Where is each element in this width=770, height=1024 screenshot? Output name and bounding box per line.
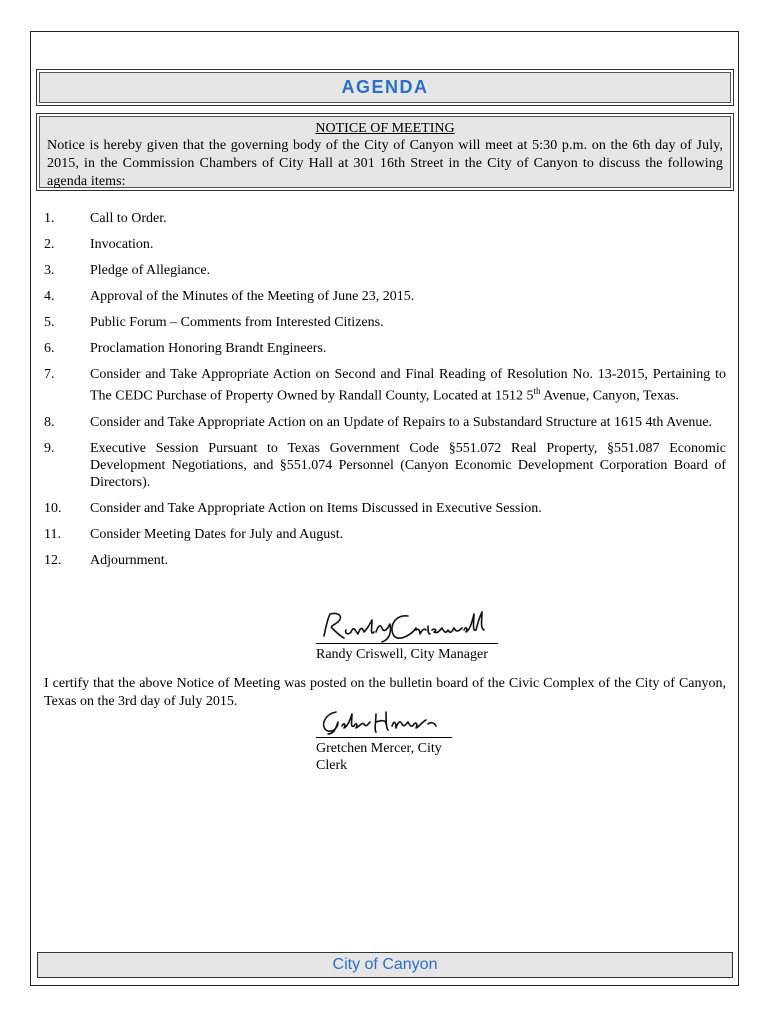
manager-signature-image <box>316 606 498 644</box>
footer-box <box>37 952 733 978</box>
agenda-item-text: Consider and Take Appropriate Action on Items Discussed in Executive Session. <box>90 500 542 516</box>
agenda-item-number: 3. <box>44 263 55 278</box>
agenda-item-text: Public Forum – Comments from Interested Citizens. <box>90 315 384 330</box>
agenda-item-text: Consider Meeting Dates for July and August. <box>90 526 344 542</box>
footer-city-name: City of Canyon <box>332 956 438 973</box>
agenda-item-text: Approval of the Minutes of the Meeting of June 23, 2015. <box>90 289 415 304</box>
agenda-item-text: Call to Order. <box>90 211 167 226</box>
agenda-item <box>44 314 726 331</box>
agenda-item-number: 10. <box>44 500 62 516</box>
agenda-item-number: 8. <box>44 414 55 430</box>
clerk-signature-block <box>316 706 452 774</box>
agenda-item <box>44 366 726 405</box>
agenda-item <box>44 500 726 517</box>
ordinal-superscript: th <box>533 386 541 396</box>
agenda-item-number: 9. <box>44 440 55 456</box>
agenda-item <box>44 262 726 279</box>
agenda-item-number: 6. <box>44 341 55 356</box>
notice-box <box>36 113 734 191</box>
signature-line <box>316 737 452 738</box>
agenda-item-text: Invocation. <box>90 237 154 252</box>
agenda-item <box>44 414 726 431</box>
agenda-item-text: Consider and Take Appropriate Action on an Update of Repairs to a Substandard Structure at 1615 4th Avenue. <box>90 414 713 430</box>
clerk-name-title: Gretchen Mercer, City Clerk <box>316 741 442 773</box>
agenda-item-number: 5. <box>44 315 55 330</box>
notice-text: Notice is hereby given that the governing body of the City of Canyon will meet at 5:30 p.m. on the 6th day of July, 2015, in the Commission Chambers of City Hall at 301 16th Street in the City of Canyon to discuss the following agenda items: <box>47 138 723 189</box>
agenda-item <box>44 526 726 543</box>
agenda-item <box>44 210 726 227</box>
agenda-item-text: Pledge of Allegiance. <box>90 263 211 278</box>
agenda-item-number: 11. <box>44 526 61 542</box>
manager-signature-block <box>316 606 498 663</box>
agenda-item-text-part: Avenue, Canyon, Texas. <box>540 388 680 404</box>
agenda-header-inner <box>39 72 731 103</box>
agenda-item-text: Executive Session Pursuant to Texas Government Code §551.072 Real Property, §551.087 Economic Development Negotiations, and §551.074 Personnel (Canyon Economic Development Corporation Board of Directors). <box>90 440 726 490</box>
manager-name-title: Randy Criswell, City Manager <box>316 647 488 662</box>
notice-heading: NOTICE OF MEETING <box>315 121 455 136</box>
agenda-item <box>44 552 726 569</box>
agenda-item <box>44 288 726 305</box>
agenda-item-number: 7. <box>44 367 55 382</box>
agenda-item-text <box>90 366 726 405</box>
agenda-item <box>44 340 726 357</box>
agenda-item-number: 1. <box>44 211 55 226</box>
agenda-item-text: Adjournment. <box>90 552 169 568</box>
notice-inner <box>39 116 731 188</box>
agenda-item-number: 12. <box>44 552 62 568</box>
agenda-item-text-part: Consider and Take Appropriate Action on Second and Final Reading of Resolution No. 13-2015, Pertaining to The CEDC Purchase of Property Owned by Randall County, Located at 1512 5 <box>90 367 726 404</box>
agenda-item-number: 4. <box>44 289 55 304</box>
clerk-signature-image <box>316 706 452 736</box>
agenda-item <box>44 440 726 491</box>
certification-text: I certify that the above Notice of Meeting was posted on the bulletin board of the Civic Complex of the City of Canyon, Texas on the 3rd day of July 2015. <box>44 676 726 709</box>
agenda-item-text: Proclamation Honoring Brandt Engineers. <box>90 341 327 356</box>
agenda-title: AGENDA <box>341 77 429 97</box>
agenda-item-number: 2. <box>44 237 55 252</box>
agenda-item <box>44 236 726 253</box>
agenda-header-box <box>36 69 734 106</box>
agenda-items-list <box>44 210 726 578</box>
